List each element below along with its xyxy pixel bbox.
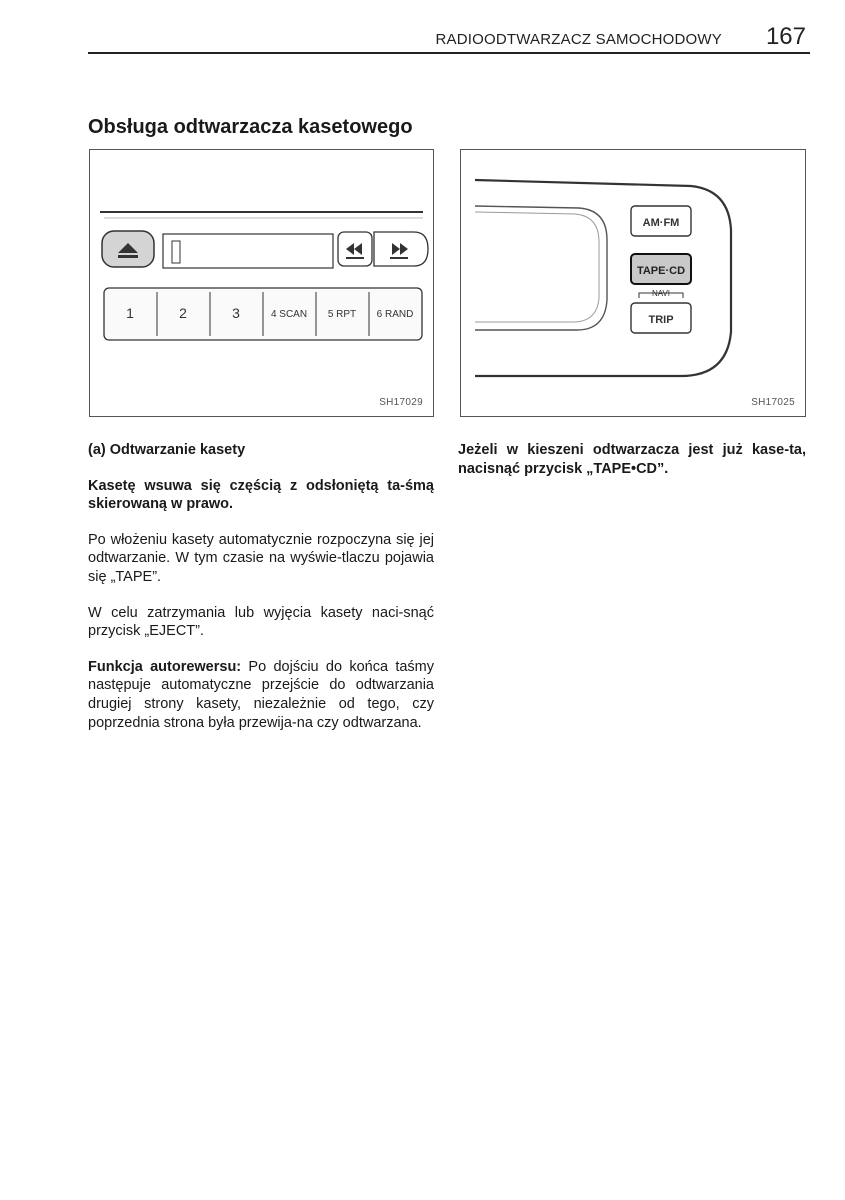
cassette-panel-figure bbox=[89, 149, 434, 417]
figure-code: SH17025 bbox=[751, 397, 795, 408]
preset-2-label: 2 bbox=[179, 305, 187, 321]
am-fm-label: AM·FM bbox=[642, 217, 680, 229]
figure-code: SH17029 bbox=[379, 397, 423, 408]
mode-buttons-illustration bbox=[461, 150, 805, 416]
autoreverse-label: Funkcja autorewersu: bbox=[88, 658, 242, 675]
page-header bbox=[88, 24, 810, 54]
preset-1-label: 1 bbox=[126, 305, 134, 321]
preset-6-label: 6 RAND bbox=[376, 309, 414, 320]
cassette-insert-instruction: Kasetę wsuwa się częścią z odsłoniętą ta-śmą skierowaną w prawo. bbox=[88, 477, 434, 513]
right-text-column bbox=[458, 441, 806, 495]
left-text-column bbox=[88, 441, 434, 749]
playback-start-paragraph: Po włożeniu kasety automatycznie rozpoczyna się jej odtwarzanie. W tym czasie na wyświe-tlaczu pojawia się „TAPE”. bbox=[88, 531, 434, 585]
eject-paragraph: W celu zatrzymania lub wyjęcia kasety naci-snąć przycisk „EJECT”. bbox=[88, 604, 434, 640]
page-number: 167 bbox=[765, 23, 806, 50]
subsection-heading: (a) Odtwarzanie kasety bbox=[88, 442, 246, 458]
section-title: Obsługa odtwarzacza kasetowego bbox=[88, 116, 413, 138]
header-title: RADIOODTWARZACZ SAMOCHODOWY bbox=[435, 31, 722, 48]
tape-cd-label: TAPE·CD bbox=[636, 265, 686, 277]
trip-label: TRIP bbox=[648, 314, 674, 326]
preset-3-label: 3 bbox=[232, 305, 240, 321]
cassette-slot bbox=[163, 234, 333, 268]
mode-buttons-figure bbox=[460, 149, 806, 417]
preset-5-label: 5 RPT bbox=[327, 309, 357, 320]
navi-label: NAVI bbox=[651, 289, 671, 298]
preset-4-label: 4 SCAN bbox=[270, 309, 308, 320]
tape-cd-instruction: Jeżeli w kieszeni odtwarzacza jest już kase-ta, nacisnąć przycisk „TAPE•CD”. bbox=[458, 442, 806, 477]
autoreverse-paragraph bbox=[88, 658, 434, 732]
cassette-panel-illustration bbox=[90, 150, 433, 416]
autoreverse-text: Po dojściu do końca taśmy następuje automatyczne przejście do odtwarzania drugiej strony kasety, niezależnie od tego, czy poprzednia strona była przewija-na czy odtwarzana. bbox=[88, 658, 434, 731]
